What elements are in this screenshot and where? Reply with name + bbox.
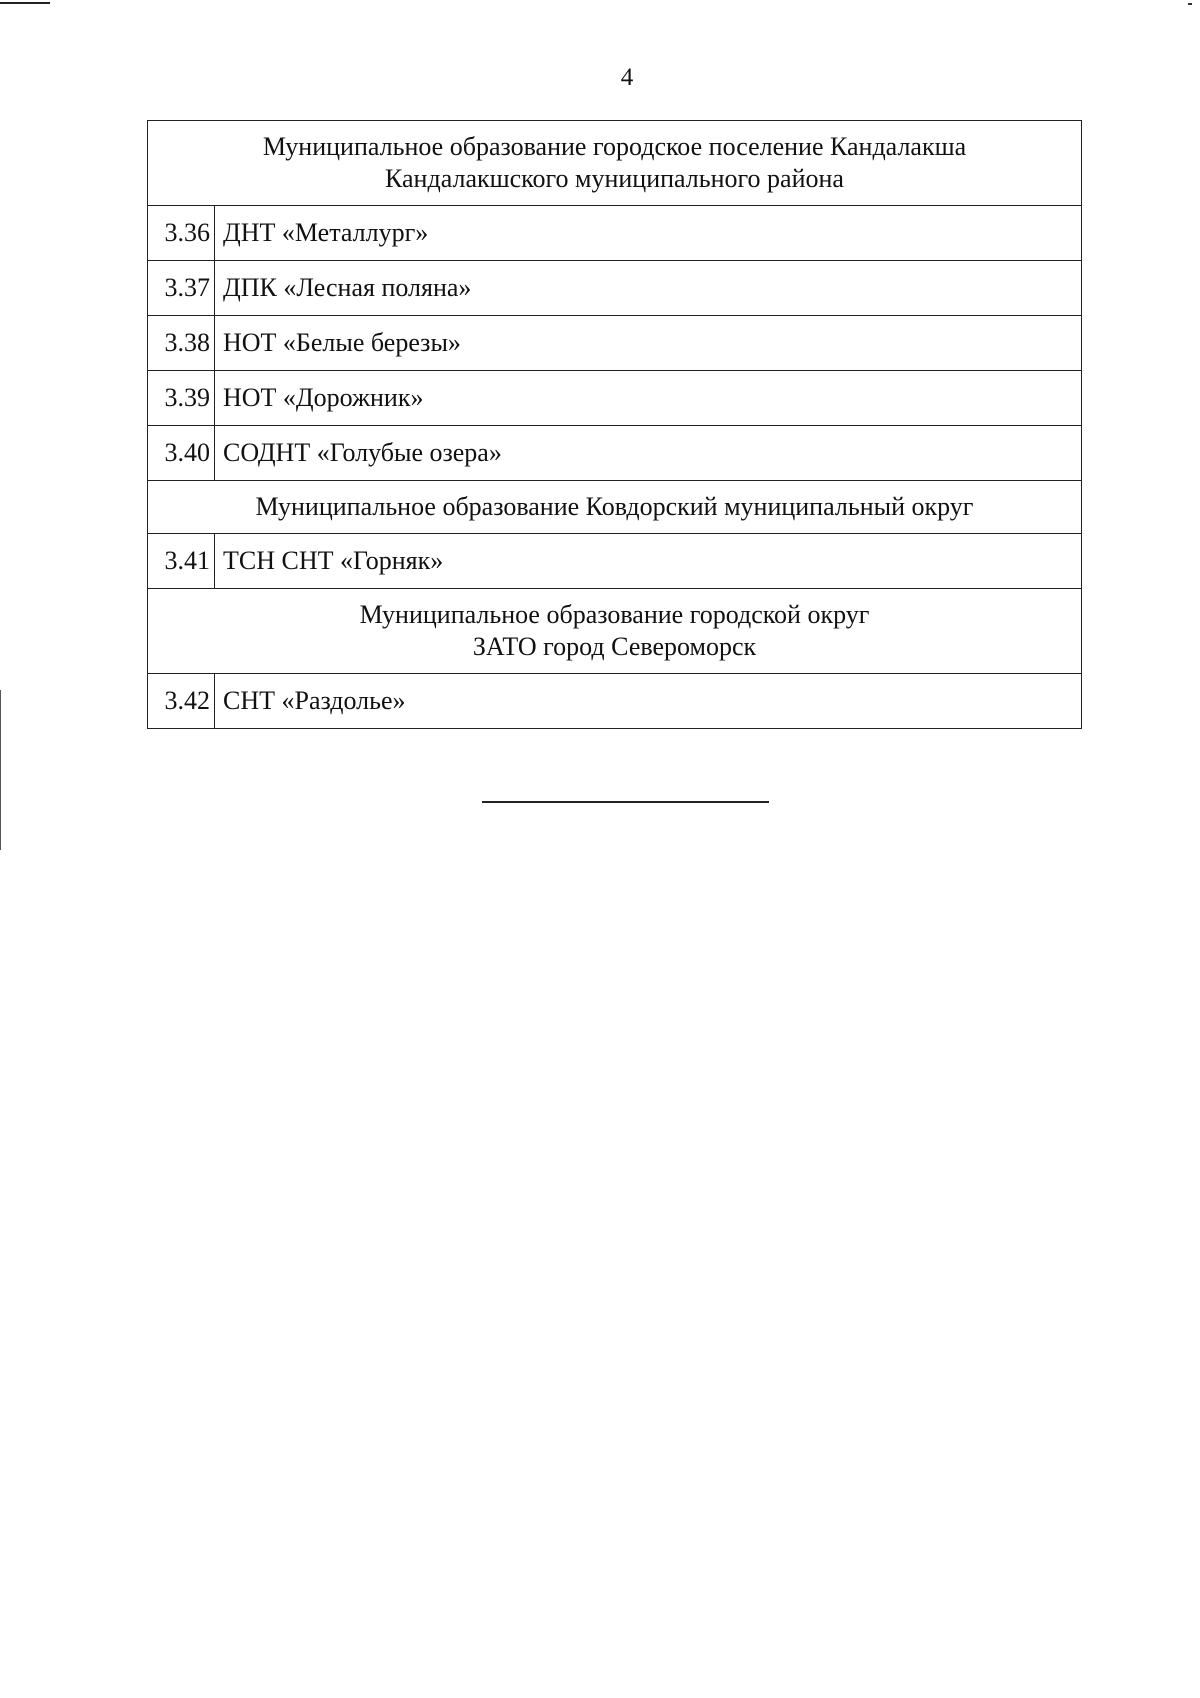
section-heading-line: Муниципальное образование городской округ — [359, 600, 870, 629]
scan-edge-mark — [0, 690, 1, 850]
row-number: 3.38 — [148, 316, 215, 371]
row-number: 3.41 — [148, 534, 215, 589]
table-row — [148, 371, 1082, 426]
row-number: 3.42 — [148, 674, 215, 729]
section-heading-line: Муниципальное образование Ковдорский муниципальный округ — [255, 492, 974, 521]
row-name: СНТ «Раздолье» — [215, 674, 1082, 729]
section-heading-row — [148, 481, 1082, 534]
table-row — [148, 426, 1082, 481]
table-row — [148, 534, 1082, 589]
scan-edge-mark — [0, 2, 50, 4]
section-heading-row — [148, 121, 1082, 206]
table-row — [148, 674, 1082, 729]
row-number: 3.37 — [148, 261, 215, 316]
page-number: 4 — [620, 64, 634, 91]
section-heading-row — [148, 589, 1082, 674]
table-row — [148, 316, 1082, 371]
row-name: ДНТ «Металлург» — [215, 206, 1082, 261]
section-heading-line: Кандалакшского муниципального района — [385, 164, 844, 193]
row-name: СОДНТ «Голубые озера» — [215, 426, 1082, 481]
scan-edge-mark — [1188, 3, 1192, 5]
row-number: 3.40 — [148, 426, 215, 481]
table-row — [148, 206, 1082, 261]
row-name: ТСН СНТ «Горняк» — [215, 534, 1082, 589]
section-heading-line: Муниципальное образование городское поселение Кандалакша — [262, 132, 967, 161]
table-row — [148, 261, 1082, 316]
row-number: 3.39 — [148, 371, 215, 426]
section-heading — [148, 589, 1082, 674]
section-heading — [148, 121, 1082, 206]
row-name: НОТ «Белые березы» — [215, 316, 1082, 371]
row-name: ДПК «Лесная поляна» — [215, 261, 1082, 316]
section-heading — [148, 481, 1082, 534]
organizations-table — [147, 120, 1082, 729]
row-number: 3.36 — [148, 206, 215, 261]
section-heading-line: ЗАТО город Североморск — [472, 632, 757, 661]
row-name: НОТ «Дорожник» — [215, 371, 1082, 426]
end-of-document-rule — [482, 801, 769, 803]
